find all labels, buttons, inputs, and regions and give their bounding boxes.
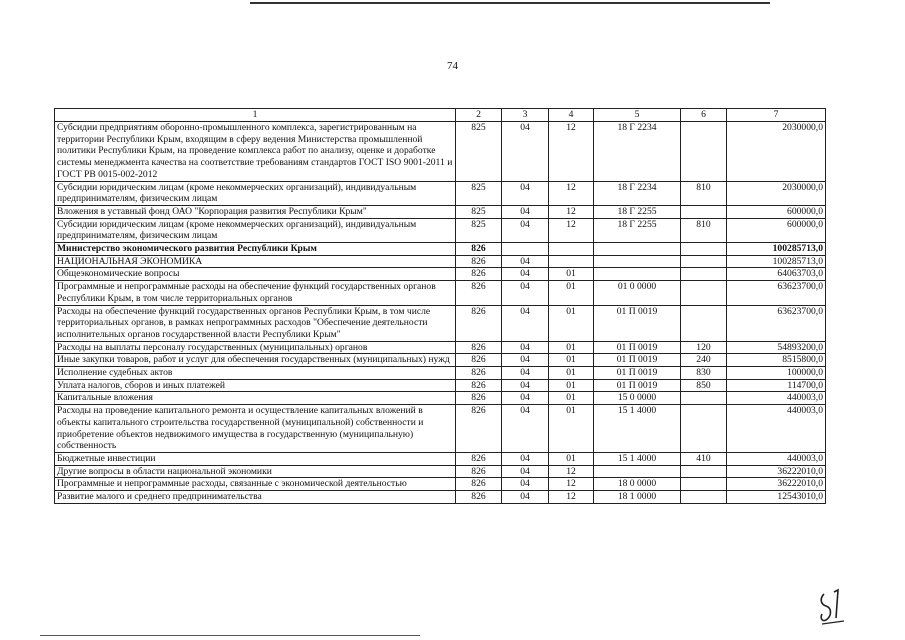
row-expense-type (681, 392, 727, 405)
row-section-code: 04 (502, 218, 549, 242)
column-header: 6 (681, 109, 727, 122)
row-target-article: 01 П 0019 (594, 341, 681, 354)
table-row (55, 268, 826, 281)
row-subsection-code: 01 (549, 392, 594, 405)
table-row (55, 379, 826, 392)
row-subsection-code (549, 255, 594, 268)
row-expense-type (681, 122, 727, 182)
row-ministry-code: 825 (456, 205, 502, 218)
row-description: Субсидии юридическим лицам (кроме некоммерческих организаций), индивидуальным предпринимателям, физическим лицам (55, 181, 456, 205)
table-body (55, 122, 826, 504)
row-target-article (594, 255, 681, 268)
row-expense-type: 120 (681, 341, 727, 354)
row-amount: 36222010,0 (727, 465, 826, 478)
table-row (55, 205, 826, 218)
row-section-code: 04 (502, 354, 549, 367)
row-description: Развитие малого и среднего предпринимательства (55, 491, 456, 504)
row-description: Иные закупки товаров, работ и услуг для обеспечения государственных (муниципальных) нужд (55, 354, 456, 367)
row-section-code: 04 (502, 268, 549, 281)
row-section-code: 04 (502, 281, 549, 305)
row-target-article: 18 1 0000 (594, 491, 681, 504)
budget-table (54, 108, 826, 504)
page-number: 74 (447, 60, 458, 72)
row-section-code: 04 (502, 452, 549, 465)
row-ministry-code: 826 (456, 243, 502, 256)
row-ministry-code: 826 (456, 281, 502, 305)
row-ministry-code: 826 (456, 379, 502, 392)
row-target-article: 01 П 0019 (594, 379, 681, 392)
row-subsection-code (549, 243, 594, 256)
row-description: Капитальные вложения (55, 392, 456, 405)
row-section-code: 04 (502, 341, 549, 354)
row-ministry-code: 826 (456, 478, 502, 491)
row-ministry-code: 825 (456, 218, 502, 242)
row-expense-type: 830 (681, 367, 727, 380)
row-ministry-code: 826 (456, 268, 502, 281)
row-section-code (502, 243, 549, 256)
row-target-article: 01 П 0019 (594, 367, 681, 380)
row-target-article (594, 465, 681, 478)
row-description: Исполнение судебных актов (55, 367, 456, 380)
table-row (55, 305, 826, 341)
table-row (55, 281, 826, 305)
row-target-article: 01 П 0019 (594, 305, 681, 341)
row-expense-type (681, 305, 727, 341)
row-description: Вложения в уставный фонд ОАО "Корпорация развития Республики Крым" (55, 205, 456, 218)
row-expense-type (681, 281, 727, 305)
row-target-article: 18 Г 2255 (594, 218, 681, 242)
row-amount: 440003,0 (727, 392, 826, 405)
row-expense-type (681, 478, 727, 491)
row-description: Другие вопросы в области национальной экономики (55, 465, 456, 478)
row-expense-type (681, 491, 727, 504)
row-description: Программные и непрограммные расходы на обеспечение функций государственных органов Республики Крым, в том числе территориальных органов (55, 281, 456, 305)
row-target-article: 01 П 0019 (594, 354, 681, 367)
table-row (55, 465, 826, 478)
row-expense-type: 810 (681, 181, 727, 205)
row-subsection-code: 12 (549, 122, 594, 182)
row-description: Субсидии юридическим лицам (кроме некоммерческих организаций), индивидуальным предпринимателям, физическим лицам (55, 218, 456, 242)
table-row (55, 392, 826, 405)
row-amount: 2030000,0 (727, 122, 826, 182)
column-header: 5 (594, 109, 681, 122)
row-expense-type (681, 405, 727, 453)
row-subsection-code: 01 (549, 305, 594, 341)
row-description: Субсидии предприятиям оборонно-промышленного комплекса, зарегистрированным на территории Республики Крым, входящим в сферу ведения Министерства промышленной политики Республики Крым, на проведение комплекса работ по анализу, оценке и доработке системы менеджмента качества на соответствие требованиям стандартов ГОСТ ISO 9001-2011 и ГОСТ РВ 0015-002-2012 (55, 122, 456, 182)
top-scan-rule (250, 2, 770, 4)
column-header: 1 (55, 109, 456, 122)
row-subsection-code: 01 (549, 452, 594, 465)
row-expense-type (681, 465, 727, 478)
row-section-code: 04 (502, 255, 549, 268)
table-row (55, 341, 826, 354)
row-section-code: 04 (502, 478, 549, 491)
row-ministry-code: 826 (456, 465, 502, 478)
row-amount: 12543010,0 (727, 491, 826, 504)
row-subsection-code: 01 (549, 367, 594, 380)
table-row (55, 478, 826, 491)
row-ministry-code: 825 (456, 181, 502, 205)
table-row (55, 181, 826, 205)
table-row (55, 354, 826, 367)
row-amount: 8515800,0 (727, 354, 826, 367)
row-ministry-code: 826 (456, 452, 502, 465)
table-row (55, 405, 826, 453)
row-subsection-code: 12 (549, 218, 594, 242)
row-expense-type (681, 255, 727, 268)
row-amount: 100000,0 (727, 367, 826, 380)
row-expense-type (681, 205, 727, 218)
row-description: Расходы на проведение капитального ремонта и осуществление капитальных вложений в объекты капитального строительства государственной (муниципальной) собственности и приобретение объектов недвижимого имущества в государственную (муниципальную) собственность (55, 405, 456, 453)
row-target-article: 18 Г 2255 (594, 205, 681, 218)
row-ministry-code: 825 (456, 122, 502, 182)
row-target-article: 15 1 4000 (594, 452, 681, 465)
table-row (55, 243, 826, 256)
bottom-scan-rule (40, 635, 420, 636)
row-target-article: 18 0 0000 (594, 478, 681, 491)
row-expense-type: 850 (681, 379, 727, 392)
row-amount: 440003,0 (727, 452, 826, 465)
row-target-article: 15 1 4000 (594, 405, 681, 453)
column-header: 7 (727, 109, 826, 122)
row-subsection-code: 12 (549, 205, 594, 218)
row-ministry-code: 826 (456, 392, 502, 405)
row-section-code: 04 (502, 205, 549, 218)
row-ministry-code: 826 (456, 255, 502, 268)
column-header: 3 (502, 109, 549, 122)
table-row (55, 491, 826, 504)
row-amount: 54893200,0 (727, 341, 826, 354)
row-subsection-code: 12 (549, 478, 594, 491)
row-expense-type: 240 (681, 354, 727, 367)
row-description: НАЦИОНАЛЬНАЯ ЭКОНОМИКА (55, 255, 456, 268)
row-section-code: 04 (502, 392, 549, 405)
row-description: Бюджетные инвестиции (55, 452, 456, 465)
row-target-article: 15 0 0000 (594, 392, 681, 405)
table-header-row (55, 109, 826, 122)
table-row (55, 218, 826, 242)
row-section-code: 04 (502, 465, 549, 478)
row-expense-type: 810 (681, 218, 727, 242)
row-section-code: 04 (502, 122, 549, 182)
column-header: 2 (456, 109, 502, 122)
row-target-article: 01 0 0000 (594, 281, 681, 305)
row-amount: 2030000,0 (727, 181, 826, 205)
row-target-article: 18 Г 2234 (594, 181, 681, 205)
column-header: 4 (549, 109, 594, 122)
row-description: Расходы на выплаты персоналу государственных (муниципальных) органов (55, 341, 456, 354)
row-description: Уплата налогов, сборов и иных платежей (55, 379, 456, 392)
row-subsection-code: 12 (549, 465, 594, 478)
row-ministry-code: 826 (456, 354, 502, 367)
row-ministry-code: 826 (456, 491, 502, 504)
row-subsection-code: 12 (549, 491, 594, 504)
row-description: Программные и непрограммные расходы, связанные с экономической деятельностью (55, 478, 456, 491)
row-ministry-code: 826 (456, 305, 502, 341)
handwritten-page-mark (818, 588, 848, 628)
row-subsection-code: 01 (549, 379, 594, 392)
row-subsection-code: 01 (549, 354, 594, 367)
row-section-code: 04 (502, 491, 549, 504)
row-section-code: 04 (502, 405, 549, 453)
table-row (55, 367, 826, 380)
row-amount: 64063703,0 (727, 268, 826, 281)
table-row (55, 255, 826, 268)
row-description: Общеэкономические вопросы (55, 268, 456, 281)
row-description: Расходы на обеспечение функций государственных органов Республики Крым, в том числе территориальных органов, в рамках непрограммных расходов "Обеспечение деятельности исполнительных органов государственной власти Республики Крым" (55, 305, 456, 341)
table-row (55, 452, 826, 465)
row-section-code: 04 (502, 181, 549, 205)
row-description: Министерство экономического развития Республики Крым (55, 243, 456, 256)
row-amount: 63623700,0 (727, 305, 826, 341)
row-section-code: 04 (502, 379, 549, 392)
row-amount: 114700,0 (727, 379, 826, 392)
row-subsection-code: 12 (549, 181, 594, 205)
row-amount: 600000,0 (727, 205, 826, 218)
row-ministry-code: 826 (456, 405, 502, 453)
row-subsection-code: 01 (549, 405, 594, 453)
row-amount: 100285713,0 (727, 243, 826, 256)
table-row (55, 122, 826, 182)
row-expense-type (681, 243, 727, 256)
row-subsection-code: 01 (549, 281, 594, 305)
row-expense-type (681, 268, 727, 281)
row-amount: 36222010,0 (727, 478, 826, 491)
row-subsection-code: 01 (549, 341, 594, 354)
row-subsection-code: 01 (549, 268, 594, 281)
row-amount: 63623700,0 (727, 281, 826, 305)
row-target-article: 18 Г 2234 (594, 122, 681, 182)
row-section-code: 04 (502, 305, 549, 341)
row-target-article (594, 243, 681, 256)
row-expense-type: 410 (681, 452, 727, 465)
row-ministry-code: 826 (456, 367, 502, 380)
row-amount: 100285713,0 (727, 255, 826, 268)
row-target-article (594, 268, 681, 281)
row-section-code: 04 (502, 367, 549, 380)
row-amount: 600000,0 (727, 218, 826, 242)
row-amount: 440003,0 (727, 405, 826, 453)
row-ministry-code: 826 (456, 341, 502, 354)
